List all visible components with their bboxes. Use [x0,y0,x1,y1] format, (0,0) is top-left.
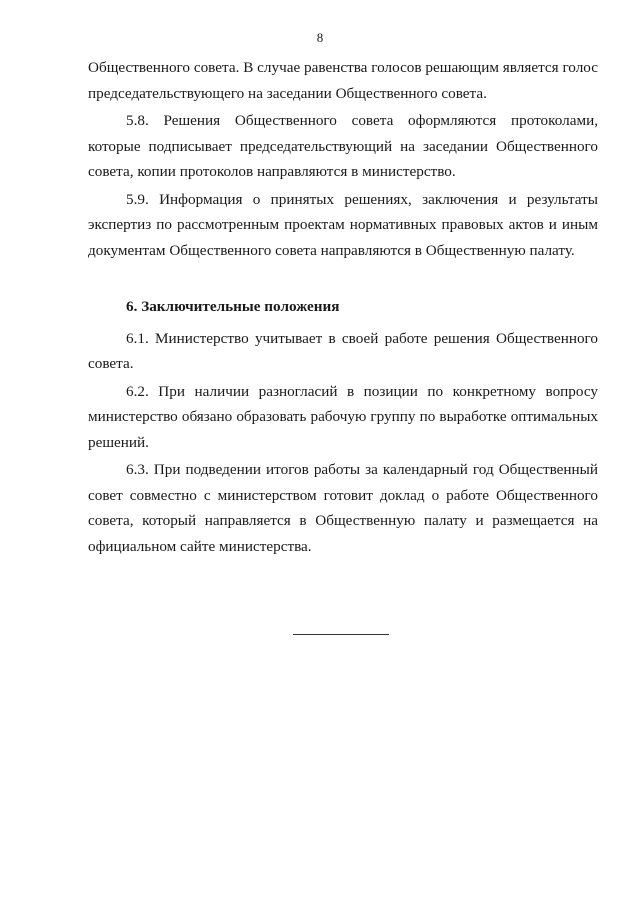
paragraph-6-3: 6.3. При подведении итогов работы за календарный год Общественный совет совместно с министерством готовит доклад о работе Общественного совета, который направляется в Общественную палату и размещается на официальном сайте министерства. [88,461,598,555]
section-heading-6: 6. Заключительные положения [126,298,340,315]
paragraph-6-2: 6.2. При наличии разногласий в позиции по конкретному вопросу министерство обязано образовать рабочую группу по выработке оптимальных решений. [88,382,598,451]
paragraph-continuation: Общественного совета. В случае равенства голосов решающим является голос председательствующего на заседании Общественного совета. [88,59,598,102]
paragraph-5-8: 5.8. Решения Общественного совета оформляются протоколами, которые подписывает председательствующий на заседании Общественного совета, копии протоколов направляются в министерство. [88,112,598,180]
paragraph-6-1: 6.1. Министерство учитывает в своей работе решения Общественного совета. [88,329,598,372]
page-number: 8 [316,30,324,45]
end-of-document-rule [293,634,389,635]
document-body [88,55,598,559]
paragraph-5-9: 5.9. Информация о принятых решениях, заключения и результаты экспертиз по рассмотренным проектам нормативных правовых актов и иным документам Общественного совета направляются в Общественную палату. [88,190,598,259]
